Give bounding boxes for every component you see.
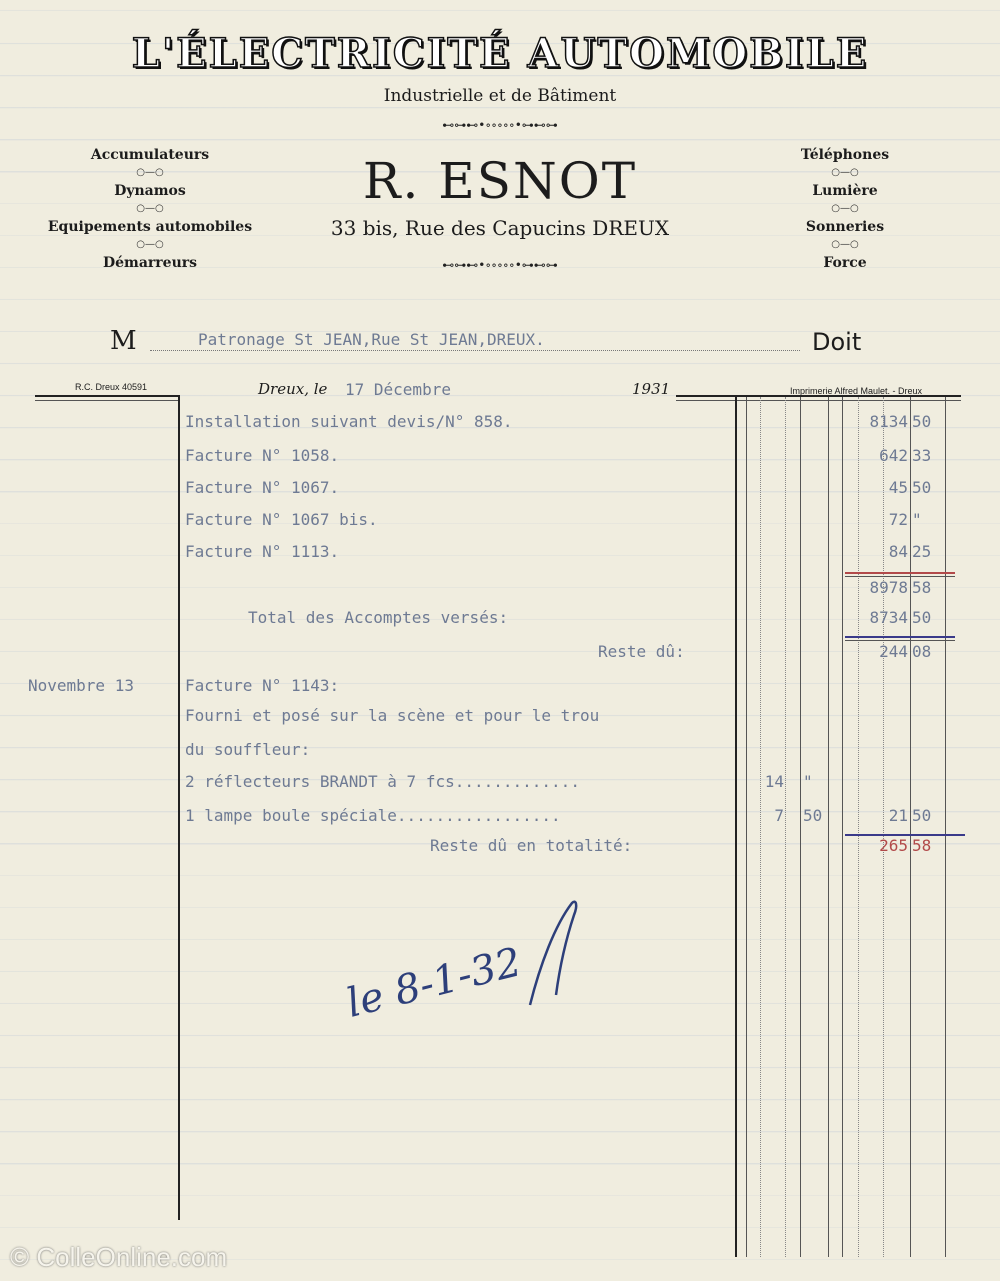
line-unit-cents: " bbox=[803, 772, 813, 791]
recipient-line bbox=[150, 350, 800, 351]
header-rule-right bbox=[676, 395, 961, 397]
line-text: Installation suivant devis/N° 858. bbox=[185, 412, 513, 431]
signature-flourish bbox=[500, 895, 580, 1015]
company-title: L'ÉLECTRICITÉ AUTOMOBILE bbox=[131, 30, 869, 77]
column-line bbox=[760, 397, 761, 1257]
separator: ○—○ bbox=[831, 167, 859, 178]
line-amount: 8134 bbox=[869, 412, 908, 431]
subtotal-rule bbox=[845, 636, 955, 638]
line-cents: 50 bbox=[912, 806, 932, 825]
header-rule-left bbox=[35, 395, 180, 397]
line-text: Facture N° 1143: bbox=[185, 676, 340, 695]
service-item: Force bbox=[823, 255, 867, 271]
line-cents: 50 bbox=[912, 478, 932, 497]
ornament-bottom: ⊷⊶⊷•∘∘∘∘∘•⊶⊷⊶ bbox=[442, 258, 558, 272]
line-text: Total des Accomptes versés: bbox=[248, 608, 509, 627]
header-rule-right-thin bbox=[676, 400, 961, 401]
line-amount: 642 bbox=[879, 446, 908, 465]
recipient-prefix: M bbox=[110, 326, 137, 356]
column-line bbox=[735, 397, 737, 1257]
separator: ○—○ bbox=[136, 203, 164, 214]
line-amount: 244 bbox=[879, 642, 908, 661]
invoice-date: 17 Décembre bbox=[345, 380, 451, 399]
total-cents: 58 bbox=[912, 836, 932, 855]
service-item: Sonneries bbox=[805, 219, 885, 235]
service-item: Démarreurs bbox=[102, 255, 198, 271]
rc-number: R.C. Dreux 40591 bbox=[75, 382, 148, 392]
company-address: 33 bis, Rue des Capucins DREUX bbox=[330, 216, 670, 240]
line-text: Facture N° 1067 bis. bbox=[185, 510, 378, 529]
line-text: Facture N° 1067. bbox=[185, 478, 340, 497]
column-line bbox=[746, 397, 747, 1257]
line-cents: 58 bbox=[912, 578, 932, 597]
handwritten-note: le 8-1-32 bbox=[342, 939, 526, 1027]
separator: ○—○ bbox=[831, 203, 859, 214]
line-amount: 8734 bbox=[869, 608, 908, 627]
column-line bbox=[842, 397, 843, 1257]
column-line bbox=[800, 397, 801, 1257]
column-line bbox=[828, 397, 829, 1257]
line-date: Novembre 13 bbox=[28, 676, 134, 695]
line-text: Facture N° 1058. bbox=[185, 446, 340, 465]
line-amount: 45 bbox=[888, 478, 908, 497]
ornament-top: ⊷⊶⊷•∘∘∘∘∘•⊶⊷⊶ bbox=[442, 118, 558, 132]
line-text: Fourni et posé sur la scène et pour le trou bbox=[185, 706, 600, 725]
service-item: Téléphones bbox=[800, 147, 890, 163]
line-cents: " bbox=[912, 510, 922, 529]
service-item: Equipements automobiles bbox=[47, 219, 253, 235]
separator: ○—○ bbox=[136, 239, 164, 250]
place-label: Dreux, le bbox=[258, 380, 328, 398]
line-cents: 33 bbox=[912, 446, 932, 465]
line-text: Reste dû en totalité: bbox=[430, 836, 633, 855]
column-line bbox=[945, 397, 946, 1257]
line-amount: 21 bbox=[888, 806, 908, 825]
printer-imprint: Imprimerie Alfred Maulet. - Dreux bbox=[790, 386, 923, 396]
service-item: Accumulateurs bbox=[90, 147, 210, 163]
line-text: 2 réflecteurs BRANDT à 7 fcs............. bbox=[185, 772, 580, 791]
line-cents: 08 bbox=[912, 642, 932, 661]
line-text: du souffleur: bbox=[185, 740, 311, 759]
date-column-line bbox=[178, 397, 180, 1220]
line-text: Facture N° 1113. bbox=[185, 542, 340, 561]
service-item: Lumière bbox=[812, 183, 878, 199]
line-cents: 25 bbox=[912, 542, 932, 561]
subtotal-rule bbox=[845, 576, 955, 577]
line-cents: 50 bbox=[912, 608, 932, 627]
subtotal-rule bbox=[845, 640, 955, 641]
line-unit-amount: 7 bbox=[774, 806, 784, 825]
header-rule-left-thin bbox=[35, 400, 180, 401]
watermark: © ColleOnline.com bbox=[10, 1242, 228, 1272]
line-amount: 72 bbox=[888, 510, 908, 529]
line-amount: 8978 bbox=[869, 578, 908, 597]
company-name: R. ESNOT bbox=[362, 152, 638, 210]
line-cents: 50 bbox=[912, 412, 932, 431]
doit-label: Doit bbox=[812, 328, 862, 356]
line-amount: 84 bbox=[888, 542, 908, 561]
column-line bbox=[785, 397, 786, 1257]
line-text: Reste dû: bbox=[598, 642, 685, 661]
line-unit-amount: 14 bbox=[764, 772, 784, 791]
invoice-year: 1931 bbox=[632, 380, 671, 398]
recipient-name: Patronage St JEAN,Rue St JEAN,DREUX. bbox=[198, 330, 545, 349]
column-line bbox=[910, 397, 911, 1257]
line-unit-cents: 50 bbox=[803, 806, 823, 825]
total-amount: 265 bbox=[879, 836, 908, 855]
company-subtitle: Industrielle et de Bâtiment bbox=[383, 86, 617, 106]
separator: ○—○ bbox=[831, 239, 859, 250]
separator: ○—○ bbox=[136, 167, 164, 178]
line-text: 1 lampe boule spéciale................. bbox=[185, 806, 561, 825]
subtotal-rule bbox=[845, 572, 955, 574]
service-item: Dynamos bbox=[114, 183, 186, 199]
